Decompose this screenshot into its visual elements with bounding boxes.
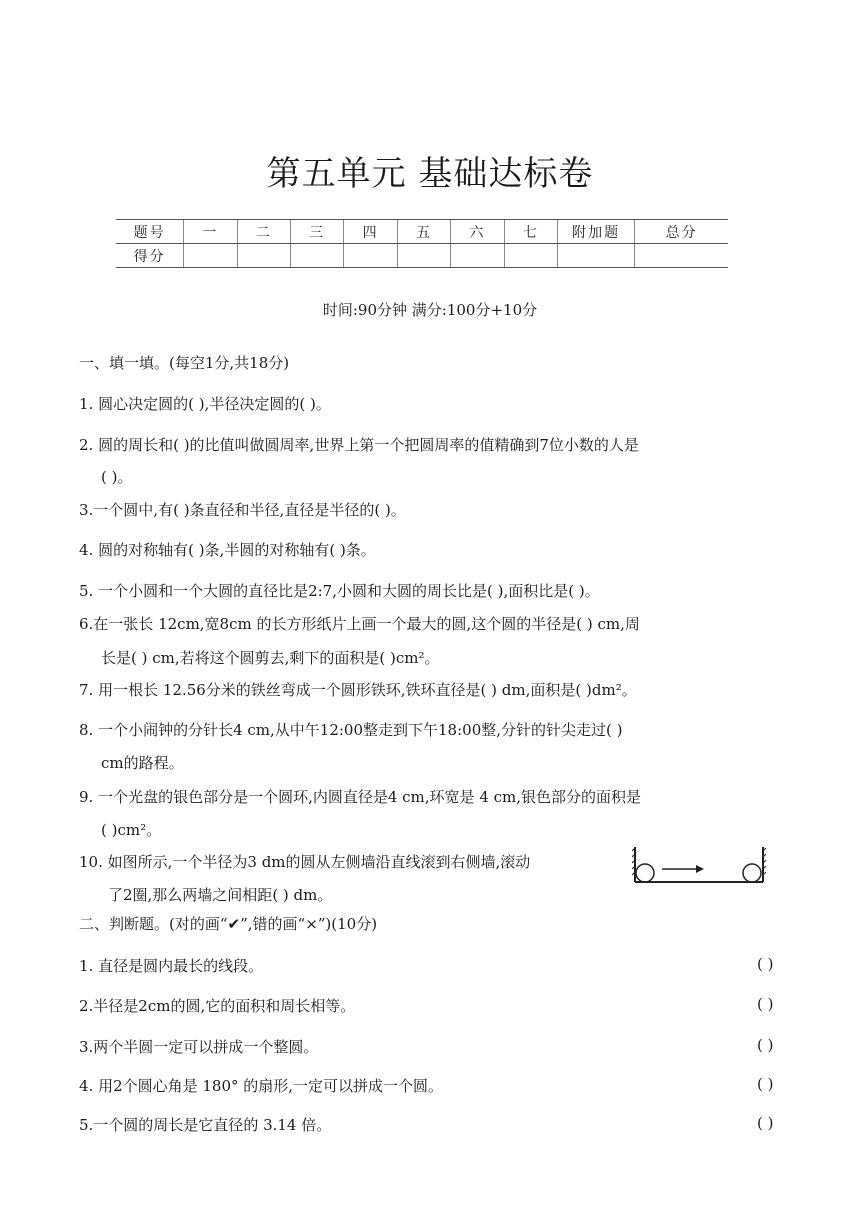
score-table-score-row xyxy=(116,244,728,268)
answer-blank[interactable]: ( ) xyxy=(757,1114,774,1132)
exam-info: 时间:90分钟 满分:100分+10分 xyxy=(322,301,538,319)
arrow-right-icon xyxy=(662,865,704,873)
question-1: 1. 圆心决定圆的( ),半径决定圆的( )。 xyxy=(79,395,331,413)
question-5: 5. 一个小圆和一个大圆的直径比是2:7,小圆和大圆的周长比是( ),面积比是( )。 xyxy=(79,582,600,600)
section1-heading: 一、填一填。(每空1分,共18分) xyxy=(79,354,290,372)
question-4: 4. 圆的对称轴有( )条,半圆的对称轴有( )条。 xyxy=(79,541,376,559)
question-9-line2: ( )cm²。 xyxy=(101,821,162,839)
table-cell: 题号 xyxy=(116,220,184,244)
table-cell: 二 xyxy=(237,220,290,244)
question-6-line2: 长是( ) cm,若将这个圆剪去,剩下的面积是( )cm²。 xyxy=(101,649,440,667)
table-cell: 得分 xyxy=(116,244,184,268)
table-cell: 四 xyxy=(344,220,397,244)
question-8-line2: cm的路程。 xyxy=(101,754,184,772)
score-table xyxy=(116,219,728,268)
table-cell: 三 xyxy=(291,220,344,244)
left-circle xyxy=(636,864,654,882)
section2-heading: 二、判断题。(对的画“✔”,错的画“×”)(10分) xyxy=(79,915,378,933)
table-cell: 一 xyxy=(184,220,237,244)
score-cell[interactable] xyxy=(635,244,728,268)
question-6-line1: 6.在一张长 12cm,宽8cm 的长方形纸片上画一个最大的圆,这个圆的半径是( ) cm,周 xyxy=(79,615,640,633)
rolling-circle-figure xyxy=(632,843,766,885)
score-cell[interactable] xyxy=(344,244,397,268)
table-cell: 附加题 xyxy=(558,220,635,244)
answer-blank[interactable]: ( ) xyxy=(757,1036,774,1054)
right-wall xyxy=(763,847,766,882)
table-cell: 六 xyxy=(451,220,504,244)
question-10-line1: 10. 如图所示,一个半径为3 dm的圆从左侧墙沿直线滚到右侧墙,滚动 xyxy=(79,853,531,871)
judge-item-1: 1. 直径是圆内最长的线段。 xyxy=(79,957,264,975)
answer-blank[interactable]: ( ) xyxy=(757,955,774,973)
score-cell[interactable] xyxy=(558,244,635,268)
judge-item-3: 3.两个半圆一定可以拼成一个整圆。 xyxy=(79,1038,319,1056)
table-cell: 总分 xyxy=(635,220,728,244)
score-cell[interactable] xyxy=(397,244,450,268)
question-3: 3.一个圆中,有( )条直径和半径,直径是半径的( )。 xyxy=(79,501,406,519)
question-9-line1: 9. 一个光盘的银色部分是一个圆环,内圆直径是4 cm,环宽是 4 cm,银色部分的面积是 xyxy=(79,788,642,806)
judge-item-5: 5.一个圆的周长是它直径的 3.14 倍。 xyxy=(79,1116,332,1134)
score-cell[interactable] xyxy=(291,244,344,268)
answer-blank[interactable]: ( ) xyxy=(757,995,774,1013)
score-cell[interactable] xyxy=(451,244,504,268)
question-2-line1: 2. 圆的周长和( )的比值叫做圆周率,世界上第一个把圆周率的值精确到7位小数的人是 xyxy=(79,436,639,454)
question-8-line1: 8. 一个小闹钟的分针长4 cm,从中午12:00整走到下午18:00整,分针的针尖走过( ) xyxy=(79,721,623,739)
question-7: 7. 用一根长 12.56分米的铁丝弯成一个圆形铁环,铁环直径是( ) dm,面积是( )dm²。 xyxy=(79,681,637,699)
score-cell[interactable] xyxy=(184,244,237,268)
right-circle xyxy=(743,864,761,882)
answer-blank[interactable]: ( ) xyxy=(757,1075,774,1093)
table-cell: 五 xyxy=(397,220,450,244)
left-wall xyxy=(632,847,635,882)
question-2-line2: ( )。 xyxy=(101,468,133,486)
question-10-line2: 了2圈,那么两墙之间相距( ) dm。 xyxy=(108,886,333,904)
page-title: 第五单元 基础达标卷 xyxy=(266,154,594,194)
table-cell: 七 xyxy=(504,220,557,244)
judge-item-4: 4. 用2个圆心角是 180° 的扇形,一定可以拼成一个圆。 xyxy=(79,1077,444,1095)
score-table-header-row xyxy=(116,220,728,244)
judge-item-2: 2.半径是2cm的圆,它的面积和周长相等。 xyxy=(79,997,356,1015)
score-cell[interactable] xyxy=(237,244,290,268)
score-cell[interactable] xyxy=(504,244,557,268)
